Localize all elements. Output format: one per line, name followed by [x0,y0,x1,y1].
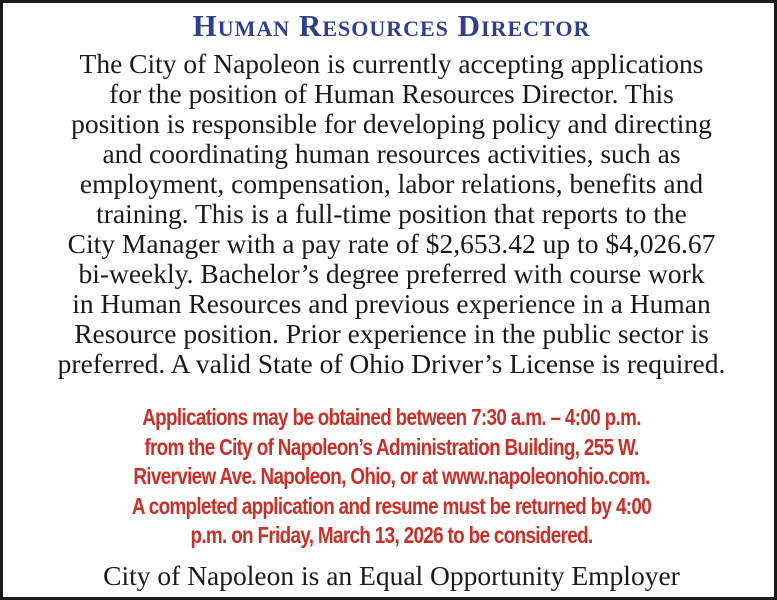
job-description [3,49,777,379]
application-instructions [3,403,777,551]
job-title: Human Resources Director [192,8,591,43]
application-line: Applications may be obtained between 7:30 a.m. – 4:00 p.m. [142,404,641,430]
description-line: preferred. A valid State of Ohio Driver’s License is required. [57,348,726,379]
description-line: training. This is a full-time position that reports to the [96,198,687,229]
description-line: City Manager with a pay rate of $2,653.42 up to $4,026.67 [67,228,716,259]
description-line: in Human Resources and previous experience in a Human [72,288,711,319]
application-line: Riverview Ave. Napoleon, Ohio, or at www.napoleonohio.com. [133,463,650,490]
description-line: The City of Napoleon is currently accepting applications [79,48,704,79]
application-line: p.m. on Friday, March 13, 2026 to be considered. [190,522,593,549]
description-line: bi-weekly. Bachelor’s degree preferred with course work [78,258,705,289]
application-line: A completed application and resume must be returned by 4:00 [131,492,652,519]
description-line: position is responsible for developing policy and directing [71,108,712,139]
application-line: from the City of Napoleon’s Administration Building, 255 W. [144,433,639,460]
description-line: Resource position. Prior experience in the public sector is [74,318,709,349]
description-line: employment, compensation, labor relations, benefits and [79,168,704,199]
equal-opportunity-statement: City of Napoleon is an Equal Opportunity Employer [103,560,680,591]
description-line: for the position of Human Resources Director. This [109,78,674,109]
description-line: and coordinating human resources activities, such as [102,138,681,169]
